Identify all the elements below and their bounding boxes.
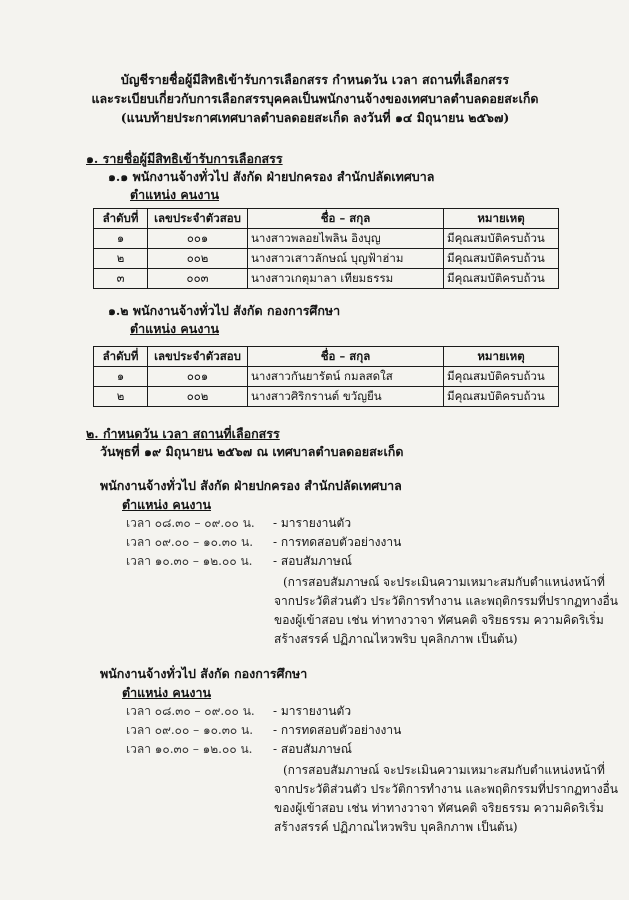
document-header — [60, 70, 570, 127]
schedule-activity: - การทดสอบตัวอย่างงาน — [273, 535, 402, 549]
cell-name: นางสาวเสาวลักษณ์ บุญฟ้าฮ่าม — [248, 249, 444, 269]
cell-id: ๐๐๑ — [148, 229, 248, 249]
interview-note-line: (การสอบสัมภาษณ์ จะประเมินความเหมาะสมกับตำแหน่งหน้าที่ — [283, 575, 605, 589]
interview-note-line: สร้างสรรค์ ปฏิภาณไหวพริบ บุคลิกภาพ เป็นต้น) — [274, 632, 518, 646]
subsection-1-2-title: ๑.๒ พนักงานจ้างทั่วไป สังกัด กองการศึกษา — [108, 303, 341, 318]
schedule-time: เวลา ๐๘.๓๐ – ๐๙.๐๐ น. — [126, 704, 255, 718]
cell-no: ๒ — [94, 387, 148, 407]
cell-id: ๐๐๒ — [148, 387, 248, 407]
cell-note: มีคุณสมบัติครบถ้วน — [444, 229, 559, 249]
header-line-2: และระเบียบเกี่ยวกับการเลือกสรรบุคคลเป็นพนักงานจ้างของเทศบาลตำบลดอยสะเก็ด — [91, 91, 539, 106]
cell-id: ๐๐๒ — [148, 249, 248, 269]
section-2-title: ๒. กำหนดวัน เวลา สถานที่เลือกสรร — [86, 426, 280, 441]
group-2-title: พนักงานจ้างทั่วไป สังกัด กองการศึกษา — [100, 666, 308, 681]
subsection-1-2-position: ตำแหน่ง คนงาน — [130, 321, 220, 336]
interview-note-line: ของผู้เข้าสอบ เช่น ท่าทางวาจา ทัศนคติ จริยธรรม ความคิดริเริ่ม — [274, 613, 604, 627]
table-header-row — [94, 209, 559, 229]
cell-no: ๑ — [94, 367, 148, 387]
table-header-row — [94, 347, 559, 367]
group-2-position: ตำแหน่ง คนงาน — [122, 685, 212, 700]
interview-note-line: จากประวัติส่วนตัว ประวัติการทำงาน และพฤติกรรมที่ปรากฏทางอื่น — [274, 782, 618, 796]
subsection-1-1-title: ๑.๑ พนักงานจ้างทั่วไป สังกัด ฝ่ายปกครอง สำนักปลัดเทศบาล — [108, 169, 435, 184]
column-header-no: ลำดับที่ — [94, 209, 148, 229]
cell-name: นางสาวพลอยไพลิน อิงบุญ — [248, 229, 444, 249]
column-header-id: เลขประจำตัวสอบ — [148, 347, 248, 367]
column-header-id: เลขประจำตัวสอบ — [148, 209, 248, 229]
candidates-table-2 — [93, 346, 559, 407]
schedule-activity: - มารายงานตัว — [273, 516, 352, 530]
cell-no: ๑ — [94, 229, 148, 249]
schedule-time: เวลา ๐๙.๐๐ – ๑๐.๓๐ น. — [126, 535, 254, 549]
cell-name: นางสาวกันยารัตน์ กมลสดใส — [248, 367, 444, 387]
interview-note-line: จากประวัติส่วนตัว ประวัติการทำงาน และพฤติกรรมที่ปรากฏทางอื่น — [274, 594, 618, 608]
header-line-1: บัญชีรายชื่อผู้มีสิทธิเข้ารับการเลือกสรร กำหนดวัน เวลา สถานที่เลือกสรร — [120, 72, 510, 87]
column-header-name: ชื่อ – สกุล — [248, 347, 444, 367]
column-header-no: ลำดับที่ — [94, 347, 148, 367]
cell-no: ๓ — [94, 269, 148, 289]
table-row — [94, 387, 559, 407]
cell-note: มีคุณสมบัติครบถ้วน — [444, 367, 559, 387]
exam-date-line: วันพุธที่ ๑๙ มิถุนายน ๒๕๖๗ ณ เทศบาลตำบลดอยสะเก็ด — [100, 444, 404, 459]
interview-note-line: ของผู้เข้าสอบ เช่น ท่าทางวาจา ทัศนคติ จริยธรรม ความคิดริเริ่ม — [274, 801, 604, 815]
cell-no: ๒ — [94, 249, 148, 269]
table-row — [94, 229, 559, 249]
schedule-activity: - มารายงานตัว — [273, 704, 352, 718]
cell-note: มีคุณสมบัติครบถ้วน — [444, 387, 559, 407]
schedule-time: เวลา ๐๙.๐๐ – ๑๐.๓๐ น. — [126, 723, 254, 737]
candidates-table-1 — [93, 208, 559, 289]
cell-note: มีคุณสมบัติครบถ้วน — [444, 249, 559, 269]
schedule-time: เวลา ๐๘.๓๐ – ๐๙.๐๐ น. — [126, 516, 255, 530]
cell-id: ๐๐๓ — [148, 269, 248, 289]
schedule-activity: - สอบสัมภาษณ์ — [273, 742, 352, 756]
column-header-note: หมายเหตุ — [444, 209, 559, 229]
group-1-position: ตำแหน่ง คนงาน — [122, 497, 212, 512]
header-line-3: (แนบท้ายประกาศเทศบาลตำบลดอยสะเก็ด ลงวันที่ ๑๔ มิถุนายน ๒๕๖๗) — [120, 110, 510, 125]
table-row — [94, 367, 559, 387]
cell-note: มีคุณสมบัติครบถ้วน — [444, 269, 559, 289]
cell-name: นางสาวศิริกรานต์ ขวัญยืน — [248, 387, 444, 407]
schedule-activity: - การทดสอบตัวอย่างงาน — [273, 723, 402, 737]
table-row — [94, 249, 559, 269]
interview-note-line: สร้างสรรค์ ปฏิภาณไหวพริบ บุคลิกภาพ เป็นต้น) — [274, 820, 518, 834]
schedule-time: เวลา ๑๐.๓๐ – ๑๒.๐๐ น. — [126, 554, 253, 568]
interview-note-line: (การสอบสัมภาษณ์ จะประเมินความเหมาะสมกับตำแหน่งหน้าที่ — [283, 763, 605, 777]
cell-name: นางสาวเกตุมาลา เทียมธรรม — [248, 269, 444, 289]
section-1-title: ๑. รายชื่อผู้มีสิทธิเข้ารับการเลือกสรร — [86, 151, 283, 166]
cell-id: ๐๐๑ — [148, 367, 248, 387]
schedule-activity: - สอบสัมภาษณ์ — [273, 554, 352, 568]
group-1-title: พนักงานจ้างทั่วไป สังกัด ฝ่ายปกครอง สำนักปลัดเทศบาล — [100, 478, 402, 493]
column-header-note: หมายเหตุ — [444, 347, 559, 367]
table-row — [94, 269, 559, 289]
column-header-name: ชื่อ – สกุล — [248, 209, 444, 229]
schedule-time: เวลา ๑๐.๓๐ – ๑๒.๐๐ น. — [126, 742, 253, 756]
subsection-1-1-position: ตำแหน่ง คนงาน — [130, 187, 220, 202]
